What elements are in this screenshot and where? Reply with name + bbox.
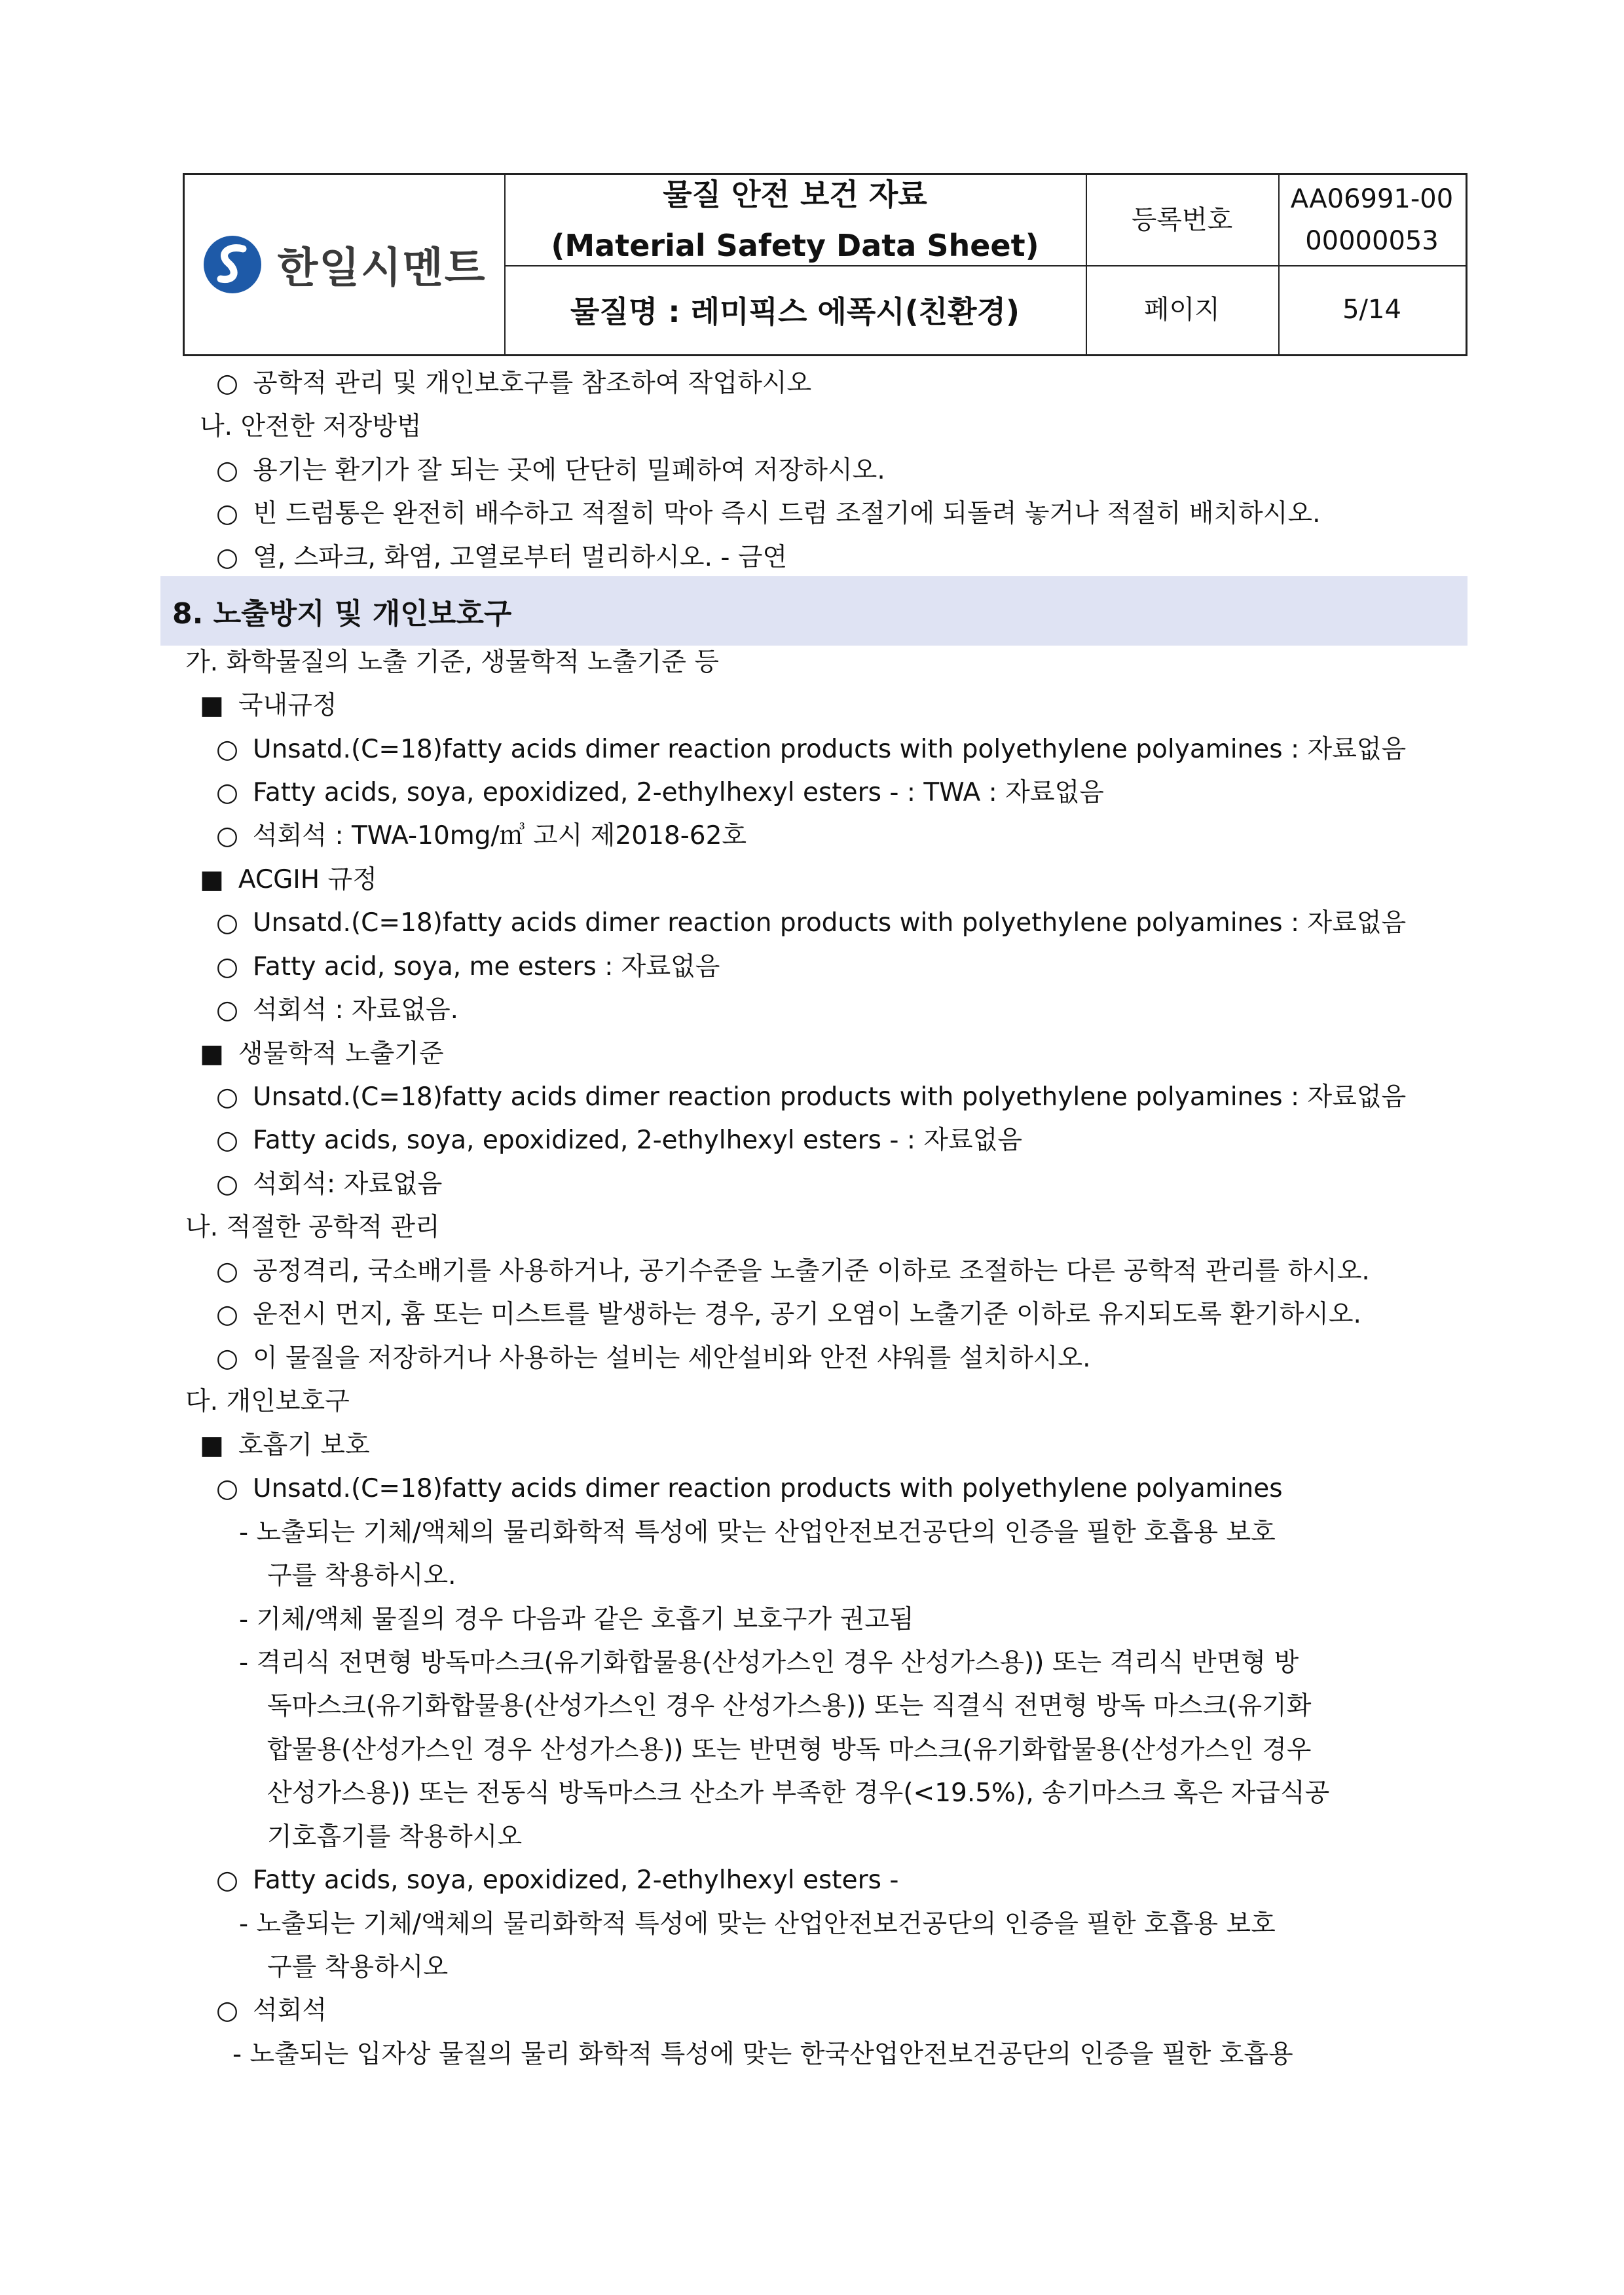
square-bullet-icon: ■ xyxy=(200,1431,224,1460)
text-line: - 기체/액체 물질의 경우 다음과 같은 호흡기 보호구가 권고됨 xyxy=(239,1605,914,1634)
circle-bullet-icon: ○ xyxy=(216,1169,239,1199)
circle-bullet-icon: ○ xyxy=(216,1865,239,1895)
circle-bullet-icon: ○ xyxy=(216,1082,239,1112)
logo-s-icon xyxy=(202,234,263,295)
list-item: ○ Fatty acids, soya, epoxidized, 2-ethylhexyl esters - : TWA : 자료없음 xyxy=(216,778,1104,807)
document-title xyxy=(504,175,1086,265)
circle-bullet-icon: ○ xyxy=(216,821,239,851)
category-heading: ■ ACGIH 규정 xyxy=(200,865,377,894)
document-header-table xyxy=(183,173,1467,356)
list-item: ○ Unsatd.(C=18)fatty acids dimer reaction products with polyethylene polyamines : 자료없음 xyxy=(216,908,1407,938)
circle-bullet-icon: ○ xyxy=(216,1474,239,1503)
list-item: ○ 열, 스파크, 화염, 고열로부터 멀리하시오. - 금연 xyxy=(216,543,788,572)
list-item: ○ 용기는 환기가 잘 되는 곳에 단단히 밀폐하여 저장하시오. xyxy=(216,456,885,485)
subsection-heading: 가. 화학물질의 노출 기준, 생물학적 노출기준 등 xyxy=(185,648,719,677)
circle-bullet-icon: ○ xyxy=(216,1126,239,1155)
material-name: 물질명 : 레미픽스 에폭시(친환경) xyxy=(570,294,1020,329)
subsection-heading: 나. 안전한 저장방법 xyxy=(200,412,422,441)
list-item: ○ 석회석 : 자료없음. xyxy=(216,995,459,1025)
category-heading: ■ 호흡기 보호 xyxy=(200,1431,370,1460)
list-item: ○ 석회석 : TWA-10mg/㎥ 고시 제2018-62호 xyxy=(216,821,747,851)
circle-bullet-icon: ○ xyxy=(216,1996,239,2025)
circle-bullet-icon: ○ xyxy=(216,499,239,528)
subsection-heading: 나. 적절한 공학적 관리 xyxy=(185,1213,440,1242)
square-bullet-icon: ■ xyxy=(200,865,224,894)
list-item: ○ Unsatd.(C=18)fatty acids dimer reaction products with polyethylene polyamines xyxy=(216,1474,1283,1503)
list-item: ○ 운전시 먼지, 흄 또는 미스트를 발생하는 경우, 공기 오염이 노출기준 이하로 유지되도록 환기하시오. xyxy=(216,1300,1361,1329)
page-number: 5/14 xyxy=(1342,295,1401,325)
list-item: ○ 석회석: 자료없음 xyxy=(216,1169,443,1199)
text-line: - 노출되는 입자상 물질의 물리 화학적 특성에 맞는 한국산업안전보건공단의 인증을 필한 호흡용 xyxy=(232,2040,1293,2069)
circle-bullet-icon: ○ xyxy=(216,1300,239,1329)
text-line: - 노출되는 기체/액체의 물리화학적 특성에 맞는 산업안전보건공단의 인증을 필한 호흡용 보호 xyxy=(239,1518,1276,1547)
company-logo xyxy=(185,175,504,354)
list-item: ○ 공정격리, 국소배기를 사용하거나, 공기수준을 노출기준 이하로 조절하는 다른 공학적 관리를 하시오. xyxy=(216,1257,1370,1286)
list-item: ○ 이 물질을 저장하거나 사용하는 설비는 세안설비와 안전 샤워를 설치하시오. xyxy=(216,1344,1091,1373)
text-line: 기호흡기를 착용하시오 xyxy=(267,1822,523,1852)
text-line: - 격리식 전면형 방독마스크(유기화합물용(산성가스인 경우 산성가스용)) 또는 격리식 반면형 방 xyxy=(239,1648,1299,1678)
circle-bullet-icon: ○ xyxy=(216,456,239,485)
category-heading: ■ 국내규정 xyxy=(200,691,337,720)
registration-number-line2: 00000053 xyxy=(1305,226,1439,256)
circle-bullet-icon: ○ xyxy=(216,543,239,572)
list-item: ○ Fatty acids, soya, epoxidized, 2-ethylhexyl esters - : 자료없음 xyxy=(216,1126,1023,1155)
text-line: 구를 착용하시오. xyxy=(267,1561,456,1590)
list-item: ○ 빈 드럼통은 완전히 배수하고 적절히 막아 즉시 드럼 조절기에 되돌려 놓거나 적절히 배치하시오. xyxy=(216,499,1321,528)
text-line: 합물용(산성가스인 경우 산성가스용)) 또는 반면형 방독 마스크(유기화합물용(산성가스인 경우 xyxy=(267,1735,1312,1765)
circle-bullet-icon: ○ xyxy=(216,952,239,982)
text-line: 구를 착용하시오 xyxy=(267,1953,449,1982)
list-item: ○ Fatty acids, soya, epoxidized, 2-ethylhexyl esters - xyxy=(216,1865,899,1895)
section-heading-8: 8. 노출방지 및 개인보호구 xyxy=(160,576,1467,646)
circle-bullet-icon: ○ xyxy=(216,908,239,938)
circle-bullet-icon: ○ xyxy=(216,778,239,807)
registration-number-line1: AA06991-00 xyxy=(1290,184,1454,214)
list-item: ○ Unsatd.(C=18)fatty acids dimer reaction products with polyethylene polyamines : 자료없음 xyxy=(216,1082,1407,1112)
square-bullet-icon: ■ xyxy=(200,1039,224,1069)
text-line: 독마스크(유기화합물용(산성가스인 경우 산성가스용)) 또는 직결식 전면형 방독 마스크(유기화 xyxy=(267,1691,1312,1721)
circle-bullet-icon: ○ xyxy=(216,1344,239,1373)
circle-bullet-icon: ○ xyxy=(216,735,239,764)
list-item: ○ 석회석 xyxy=(216,1996,327,2025)
text-line: 산성가스용)) 또는 전동식 방독마스크 산소가 부족한 경우(<19.5%), 송기마스크 혹은 자급식공 xyxy=(267,1778,1330,1808)
title-english: (Material Safety Data Sheet) xyxy=(551,228,1039,263)
square-bullet-icon: ■ xyxy=(200,691,224,720)
circle-bullet-icon: ○ xyxy=(216,1257,239,1286)
category-heading: ■ 생물학적 노출기준 xyxy=(200,1039,444,1069)
list-item: ○ 공학적 관리 및 개인보호구를 참조하여 작업하시오 xyxy=(216,369,812,398)
text-line: - 노출되는 기체/액체의 물리화학적 특성에 맞는 산업안전보건공단의 인증을 필한 호흡용 보호 xyxy=(239,1909,1276,1939)
subsection-heading: 다. 개인보호구 xyxy=(185,1387,350,1416)
page-label: 페이지 xyxy=(1144,295,1220,325)
logo-text: 한일시멘트 xyxy=(277,244,487,293)
registration-label: 등록번호 xyxy=(1131,205,1233,235)
registration-number xyxy=(1278,175,1466,265)
list-item: ○ Fatty acid, soya, me esters : 자료없음 xyxy=(216,952,720,982)
circle-bullet-icon: ○ xyxy=(216,995,239,1025)
title-korean: 물질 안전 보건 자료 xyxy=(663,177,927,212)
circle-bullet-icon: ○ xyxy=(216,369,239,398)
list-item: ○ Unsatd.(C=18)fatty acids dimer reaction products with polyethylene polyamines : 자료없음 xyxy=(216,735,1407,764)
